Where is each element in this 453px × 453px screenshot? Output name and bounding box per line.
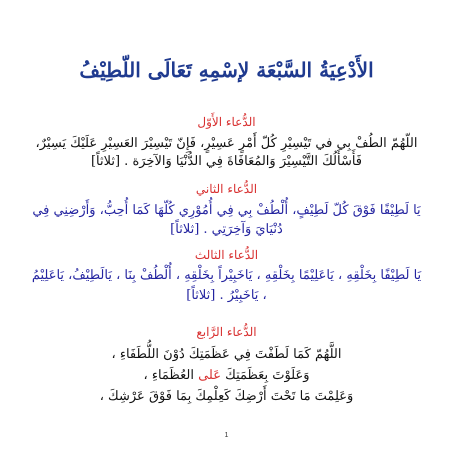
prayer-1-line-2: فَأَسْأَلُكَ التَّيْسِيْرَ وَالمُعَافَاةَ فِي الدُّنْيَا وَالآخِرَة . [ثلاثاً] xyxy=(90,154,363,169)
prayer-4-highlight-word: عَلى xyxy=(198,368,221,383)
prayer-1-line-1: اللّهُمّ الطُفْ بِي في تَيْسِيْرِ كُلّ أَمْرٍ عَسِيْرٍ، فَإِنّ تَيْسِيْرَ العَسِيْرِ عَلَيْكَ يَسِيْرٌ، xyxy=(35,136,418,151)
prayer-1-heading: الدُّعاء الأَوّل xyxy=(197,115,256,129)
prayer-4-line-1: اللَّهُمّ كَمَا لَطَفْتَ فِي عَظَمَتِكَ دُوْنَ اللُّطَفَاءِ ، xyxy=(111,347,342,362)
prayer-2-heading: الدُّعاء الثاني xyxy=(195,182,258,196)
prayer-3-heading: الدُّعاء الثالث xyxy=(194,248,259,262)
prayer-4-line-2-start: وَعَلَوْتَ بِعَظَمَتِكَ xyxy=(225,368,310,383)
prayer-2-line-1: يَا لَطِيْفًا فَوْقَ كُلّ لَطِيْفٍ، أُلْطُفْ بِي فِي أُمُوْرِي كُلّهَا كَمَا أُحِبُّ، وَأَرْضِنِي فِي xyxy=(32,203,421,218)
page-number: 1 xyxy=(224,432,229,439)
document-title: الأَدْعِيَةُ السَّبْعَة لإسْمِهِ تَعَالَى اللّطِيْفُ xyxy=(79,58,374,82)
prayer-4-heading: الدُّعاء الرَّابع xyxy=(196,325,257,339)
prayer-4-line-3: وَعَلِمْتَ مَا تَحْتَ أَرْضِكَ كَعِلْمِكَ بِمَا فَوْقَ عَرْشِكَ ، xyxy=(99,389,354,404)
prayer-3-line-2: ، يَاخَبِيْرُ . [ثلاثاً] xyxy=(186,288,267,303)
prayer-2-line-2: دُنْيَايَ وَآخِرَتِي . [ثلاثاً] xyxy=(170,222,283,237)
prayer-4-line-2 xyxy=(24,368,429,383)
prayer-3-line-1: يَا لَطِيْفًا بِخَلْقِهِ ، يَاعَلِيْمًا بِخَلْقِهِ ، يَاخَبِيْراً بِخَلْقِهِ ، أُلْطُفْ بِنَا ، يَالَطِيْفُ، يَاعَلِيْمُ xyxy=(31,268,422,283)
prayer-4-line-2-end: العُظَمَاءِ ، xyxy=(143,368,194,383)
